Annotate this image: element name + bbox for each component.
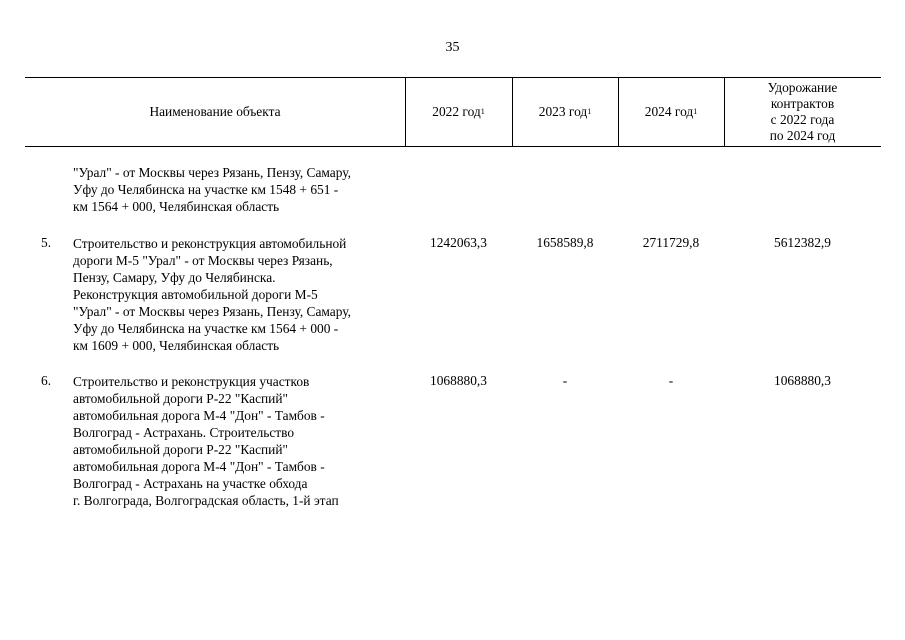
header-2022: 2022 год 1 <box>432 103 485 119</box>
row-number: 6. <box>41 373 52 388</box>
object-name <box>73 235 351 354</box>
text-line: Строительство и реконструкция автомобильной <box>73 236 347 251</box>
header-object-name <box>25 77 405 146</box>
text-line: Волгоград - Астрахань. Строительство <box>73 425 295 440</box>
page-number: 35 <box>445 40 460 55</box>
text-line: Волгоград - Астрахань на участке обхода <box>73 476 308 491</box>
text-line: км 1564 + 000, Челябинская область <box>73 199 280 214</box>
header-2024: 2024 год 1 <box>644 103 698 119</box>
text-line: "Урал" - от Москвы через Рязань, Пензу, Самару, <box>73 165 351 180</box>
text-line: дороги М-5 "Урал" - от Москвы через Рязань, <box>73 253 333 268</box>
row-number: 5. <box>41 235 52 250</box>
text-line: км 1609 + 000, Челябинская область <box>73 338 280 353</box>
header-bottom-rule <box>25 146 881 147</box>
object-name <box>73 373 339 509</box>
header-increase-line: Удорожание <box>767 79 838 95</box>
header-increase-line: по 2024 год <box>769 127 836 143</box>
text-line: Уфу до Челябинска на участке км 1548 + 651 - <box>73 182 339 197</box>
value-2022: 1242063,3 <box>430 235 487 250</box>
text-line: автомобильная дорога М-4 "Дон" - Тамбов - <box>73 459 325 474</box>
text-line: Строительство и реконструкция участков <box>73 374 310 389</box>
header-increase-line: контрактов <box>770 95 835 111</box>
value-2024: - <box>668 373 674 388</box>
text-line: автомобильной дороги Р-22 "Каспий" <box>73 391 288 406</box>
text-line: Пензу, Самару, Уфу до Челябинска. <box>73 270 276 285</box>
value-increase: 5612382,9 <box>774 235 831 250</box>
header-2023-label: 2023 год <box>538 103 588 119</box>
text-line: "Урал" - от Москвы через Рязань, Пензу, Самару, <box>73 304 351 319</box>
text-line: автомобильной дороги Р-22 "Каспий" <box>73 442 288 457</box>
text-line: автомобильная дорога М-4 "Дон" - Тамбов - <box>73 408 325 423</box>
header-2023: 2023 год 1 <box>538 103 592 119</box>
text-line: г. Волгограда, Волгоградская область, 1-й этап <box>73 493 339 508</box>
header-increase <box>724 77 881 146</box>
header-2024-label: 2024 год <box>644 103 694 119</box>
value-2024: 2711729,8 <box>642 235 700 250</box>
continuation-text <box>73 164 351 215</box>
text-line: Реконструкция автомобильной дороги М-5 <box>73 287 318 302</box>
value-2023: 1658589,8 <box>536 235 594 250</box>
value-2022: 1068880,3 <box>430 373 487 388</box>
header-increase-line: с 2022 года <box>770 111 835 127</box>
header-object-name-label: Наименование объекта <box>149 103 281 119</box>
text-line: Уфу до Челябинска на участке км 1564 + 000 - <box>73 321 339 336</box>
header-2022-label: 2022 год <box>432 103 481 119</box>
value-2023: - <box>562 373 568 388</box>
value-increase: 1068880,3 <box>774 373 831 388</box>
